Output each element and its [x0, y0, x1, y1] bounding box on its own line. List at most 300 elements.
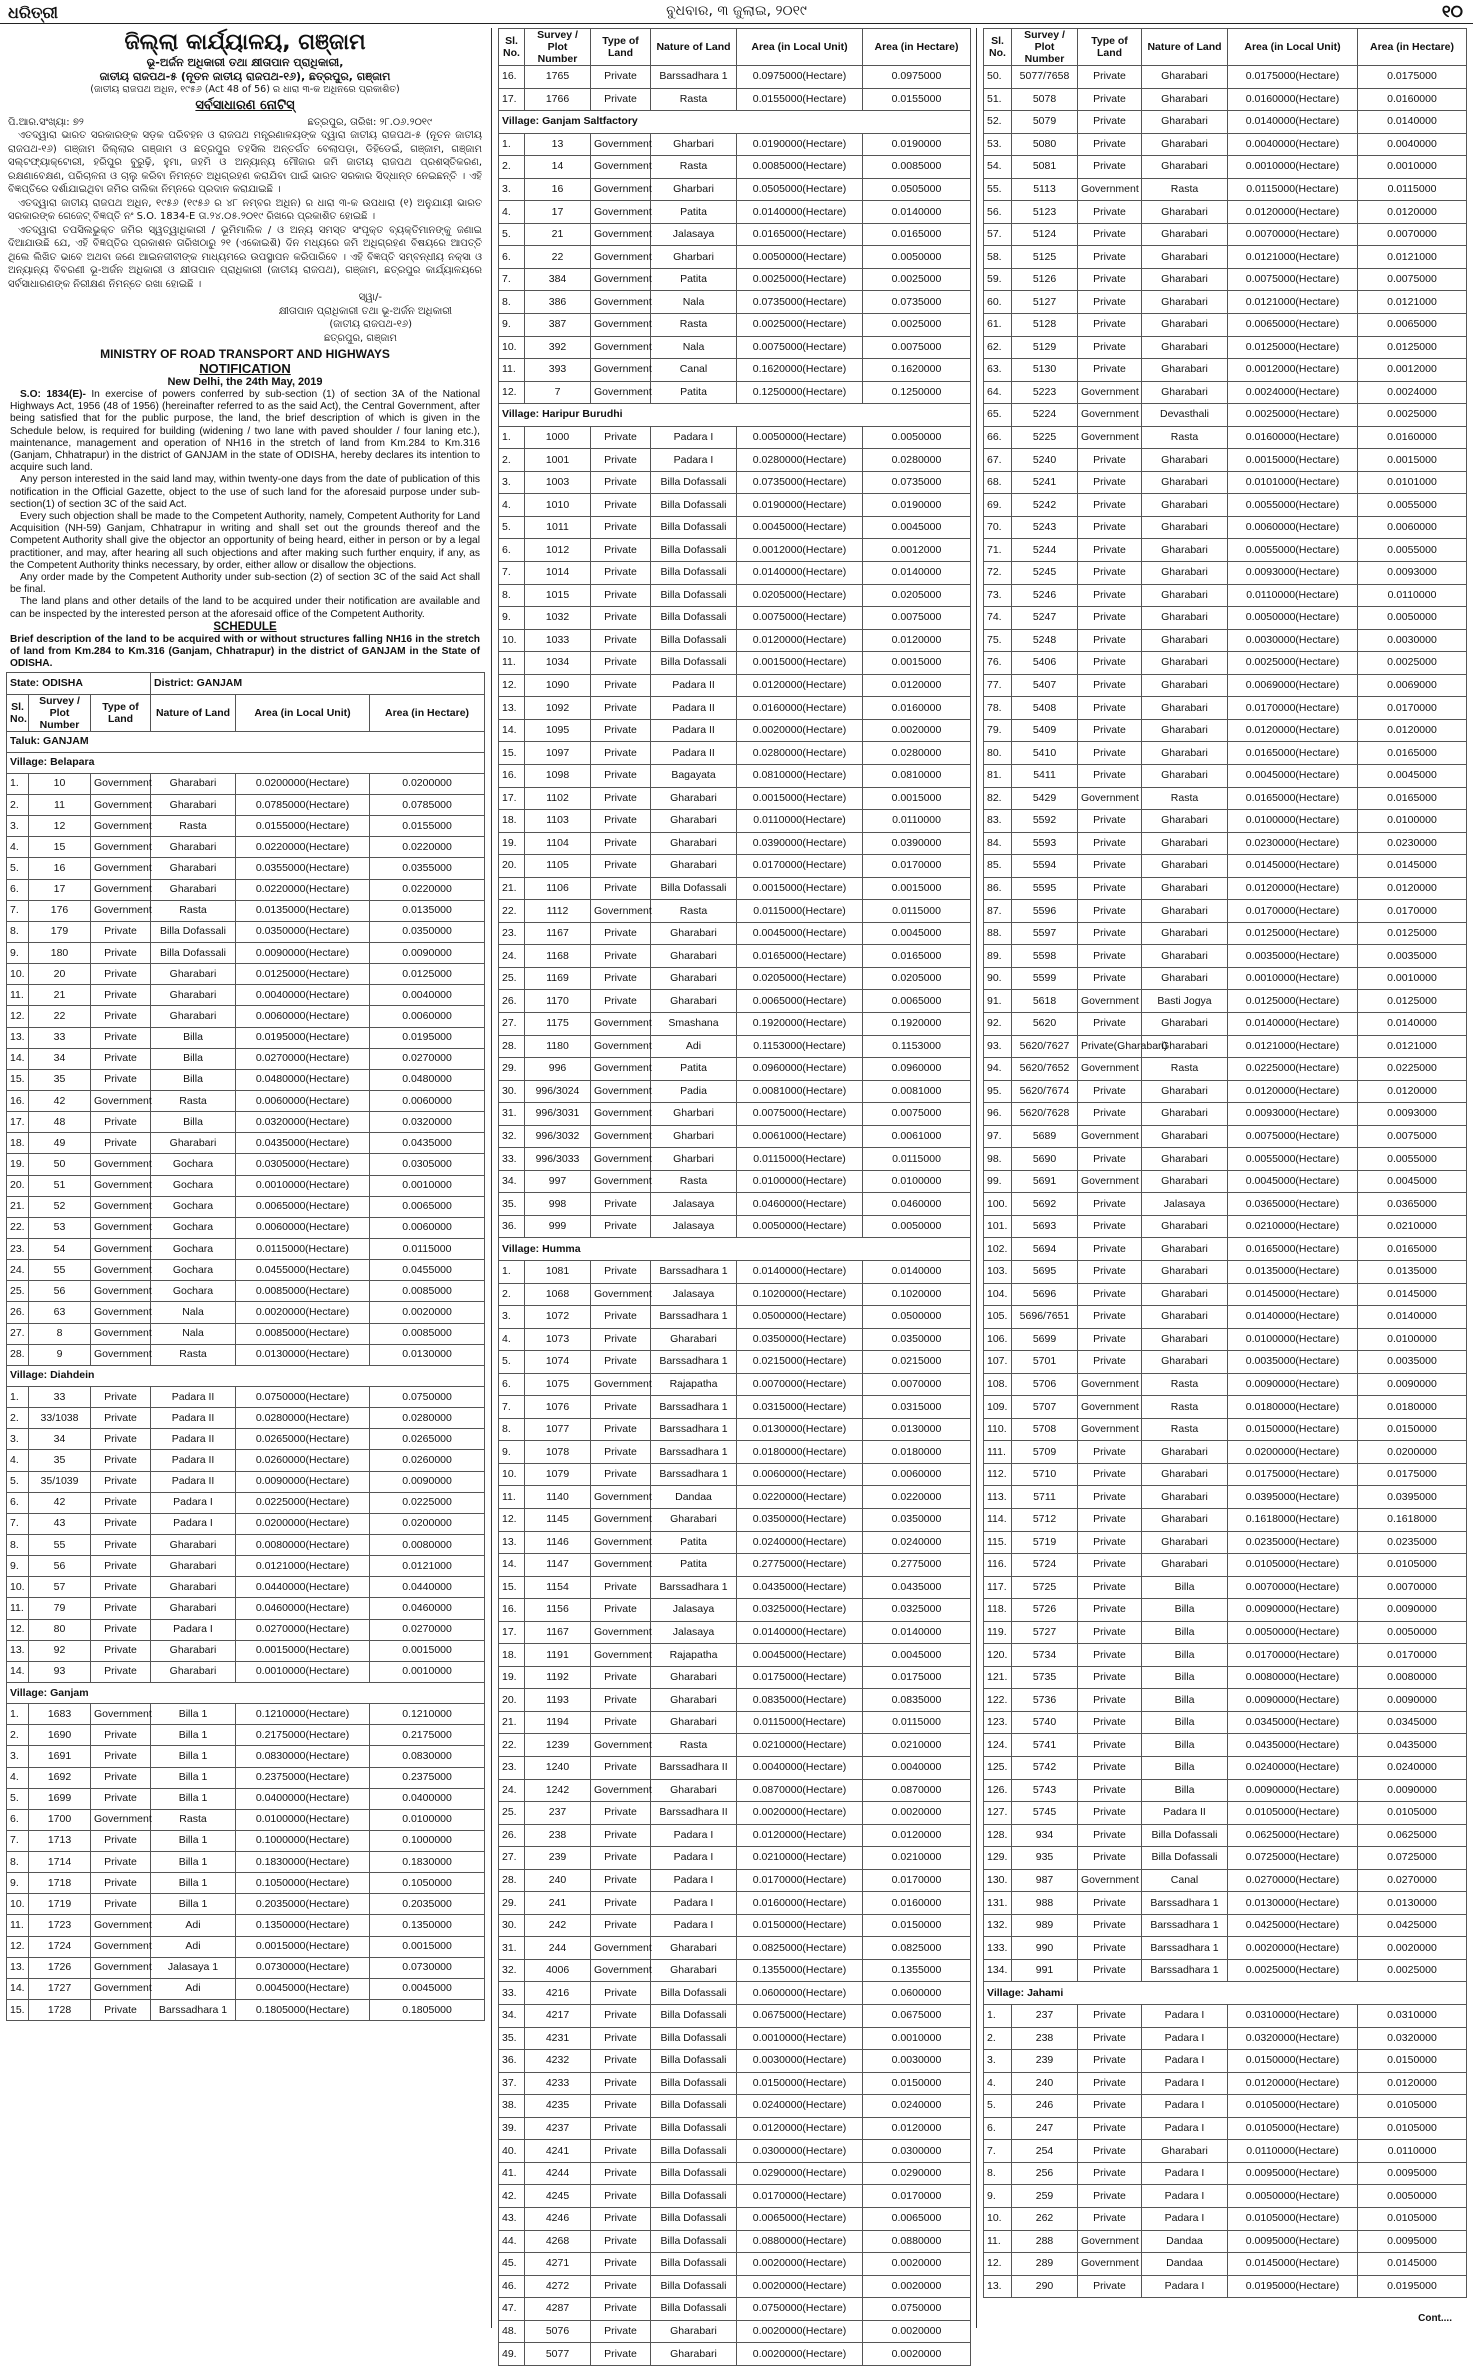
table-row [984, 246, 1467, 269]
notice-refline [8, 116, 482, 130]
serial-cell: 66. [984, 426, 1012, 449]
land-nature-cell: Gochara [151, 1260, 236, 1281]
serial-cell: 116. [984, 1554, 1012, 1577]
land-nature-cell: Gharabari [1142, 268, 1228, 291]
area-local-cell: 0.0070000(Hectare) [1228, 1576, 1358, 1599]
serial-cell: 23. [499, 922, 525, 945]
area-hectare-cell: 0.0280000 [863, 449, 971, 472]
table-row [984, 1306, 1467, 1329]
serial-cell: 6. [499, 246, 525, 269]
area-local-cell: 0.1920000(Hectare) [737, 1012, 863, 1035]
serial-cell: 48. [499, 2320, 525, 2343]
serial-cell: 1. [7, 773, 29, 794]
eng-para-5: The land plans and other details of the land to be acquired under their notification are available and can be inspected by the interested person at the aforesaid office of the Competent Authority. [10, 596, 480, 620]
land-type-cell: Private [591, 810, 651, 833]
land-nature-cell: Gharabari [1142, 855, 1228, 878]
serial-cell: 130. [984, 1869, 1012, 1892]
table-body-3 [984, 66, 1467, 2298]
plot-number-cell: 34 [29, 1048, 91, 1069]
table-row [499, 516, 971, 539]
table-row [984, 2117, 1467, 2140]
serial-cell: 6. [7, 1809, 29, 1830]
serial-cell: 26. [7, 1302, 29, 1323]
land-nature-cell: Padara I [1142, 2275, 1228, 2298]
area-hectare-cell: 0.0175000 [1358, 66, 1467, 89]
serial-cell: 32. [499, 1125, 525, 1148]
plot-number-cell: 13 [525, 133, 591, 156]
area-hectare-cell: 0.0160000 [863, 697, 971, 720]
serial-cell: 6. [7, 1492, 29, 1513]
table-row [984, 336, 1467, 359]
area-hectare-cell: 0.0140000 [863, 1621, 971, 1644]
land-nature-cell: Adi [651, 1035, 737, 1058]
table-row [499, 1802, 971, 1825]
table-row [984, 1666, 1467, 1689]
table-row [499, 1351, 971, 1374]
serial-cell: 87. [984, 900, 1012, 923]
land-type-cell: Government [91, 816, 151, 837]
land-type-cell: Private [1078, 1215, 1142, 1238]
serial-cell: 14. [7, 1978, 29, 1999]
serial-cell: 2. [499, 156, 525, 179]
plot-number-cell: 4232 [525, 2050, 591, 2073]
table-row [499, 246, 971, 269]
table-body-1 [7, 752, 485, 2020]
land-type-cell: Private [1078, 494, 1142, 517]
area-local-cell: 0.0170000(Hectare) [1228, 1644, 1358, 1667]
land-nature-cell: Devasthali [1142, 404, 1228, 427]
table-row [984, 1058, 1467, 1081]
area-hectare-cell: 0.0310000 [1358, 2005, 1467, 2028]
eng-para-1 [10, 389, 480, 474]
table-row [984, 2027, 1467, 2050]
land-nature-cell: Adi [151, 1936, 236, 1957]
land-nature-cell: Jalasaya [651, 1215, 737, 1238]
plot-number-cell: 5696/7651 [1012, 1306, 1078, 1329]
area-local-cell: 0.0125000(Hectare) [236, 964, 370, 985]
area-hectare-cell: 0.0120000 [1358, 201, 1467, 224]
land-nature-cell: Barssadhara 1 [651, 1306, 737, 1329]
area-local-cell: 0.0300000(Hectare) [737, 2140, 863, 2163]
plot-number-cell: 10 [29, 773, 91, 794]
table-row [7, 1386, 485, 1407]
plot-number-cell: 1192 [525, 1666, 591, 1689]
table-row [7, 795, 485, 816]
land-type-cell: Government [91, 879, 151, 900]
land-nature-cell: Barssadhara 1 [651, 1418, 737, 1441]
table-row [984, 1554, 1467, 1577]
serial-cell: 1. [499, 426, 525, 449]
land-type-cell: Private [1078, 1847, 1142, 1870]
serial-cell: 100. [984, 1193, 1012, 1216]
area-local-cell: 0.0280000(Hectare) [236, 1408, 370, 1429]
plot-number-cell: 393 [525, 359, 591, 382]
notice-para-1: ଏତଦ୍ୱାରା ଭାରତ ସରକାରଙ୍କ ସଡ଼କ ପରିବହନ ଓ ରାଜପଥ ମନ୍ତ୍ରଣାଳୟଙ୍କ ଦ୍ୱାରା ଜାତୀୟ ରାଜପଥ-୫ (ନୂତନ ଜାତୀୟ ରାଜପଥ-୧୬) ଗଞ୍ଜାମ ଜିଲ୍ଲାର ଗଞ୍ଜାମ ଓ ଛତ୍ରପୁର ତହସିଲ ଅନ୍ତର୍ଗତ ବେଲାପଡ଼ା, ଡିହିଡେଇଁ, ଗଞ୍ଜାମ, ଗଞ୍ଜାମ ସଲ୍ଟଫ୍ୟାକ୍ଟୋରୀ, ହରିପୁର ବୁରୁଢ଼ି, ହୁମା, ଜହମି ଓ ଅନ୍ୟାନ୍ୟ ମୌଜାର ଜମି ଜାତୀୟ ରାଜପଥ ପ୍ରଶସ୍ତିକରଣ, ରକ୍ଷଣାବେକ୍ଷଣ, ପରିଚାଳନା ଓ ଚାଲୁ କରିବା ନିମନ୍ତେ ଅଧିଗ୍ରହଣ କରାଯିବା ପାଇଁ ଭାରତ ସରକାର ସିଦ୍ଧାନ୍ତ ନେଇଛନ୍ତି । ଏହି ବିଜ୍ଞପ୍ତିରେ ଦର୍ଶାଯାଇଥିବା ଜମିର ତାଲିକା ନିମ୍ନରେ ପ୍ରଦାନ କରାଯାଇଛି । [8, 130, 482, 195]
table-row [499, 629, 971, 652]
table-row [499, 1035, 971, 1058]
area-local-cell: 0.0010000(Hectare) [236, 1661, 370, 1682]
land-type-cell: Private [591, 674, 651, 697]
area-local-cell: 0.0045000(Hectare) [236, 1978, 370, 1999]
area-hectare-cell: 0.0035000 [1358, 1351, 1467, 1374]
plot-number-cell: 998 [525, 1193, 591, 1216]
serial-cell: 104. [984, 1283, 1012, 1306]
land-nature-cell: Billa 1 [151, 1894, 236, 1915]
state-row [7, 673, 485, 694]
plot-number-cell: 8 [29, 1323, 91, 1344]
area-local-cell: 0.0205000(Hectare) [737, 584, 863, 607]
plot-number-cell: 5429 [1012, 787, 1078, 810]
area-local-cell: 0.0110000(Hectare) [1228, 584, 1358, 607]
plot-number-cell: 1075 [525, 1373, 591, 1396]
serial-cell: 52. [984, 111, 1012, 134]
land-type-cell: Private [591, 1463, 651, 1486]
table-row [499, 832, 971, 855]
land-nature-cell: Billa [1142, 1757, 1228, 1780]
plot-number-cell: 996/3032 [525, 1125, 591, 1148]
plot-number-cell: 63 [29, 1302, 91, 1323]
area-hectare-cell: 0.0075000 [863, 607, 971, 630]
table-row [7, 1978, 485, 1999]
table-row [984, 516, 1467, 539]
land-nature-cell: Gharabari [1142, 764, 1228, 787]
plot-number-cell: 9 [29, 1344, 91, 1365]
land-nature-cell: Dandaa [1142, 2230, 1228, 2253]
land-type-cell: Private [1078, 945, 1142, 968]
land-nature-cell: Adi [151, 1978, 236, 1999]
area-hectare-cell: 0.1920000 [863, 1012, 971, 1035]
area-local-cell: 0.0110000(Hectare) [1228, 2140, 1358, 2163]
english-notice [6, 345, 484, 670]
area-local-cell: 0.0390000(Hectare) [737, 832, 863, 855]
area-hectare-cell: 0.0210000 [1358, 1215, 1467, 1238]
area-hectare-cell: 0.0240000 [863, 1531, 971, 1554]
serial-cell: 7. [7, 1830, 29, 1851]
area-hectare-cell: 0.0020000 [863, 2275, 971, 2298]
area-hectare-cell: 0.0065000 [863, 990, 971, 1013]
area-hectare-cell: 0.0130000 [1358, 1892, 1467, 1915]
plot-number-cell: 5693 [1012, 1215, 1078, 1238]
land-type-cell: Government [91, 1936, 151, 1957]
area-local-cell: 0.0810000(Hectare) [737, 764, 863, 787]
plot-number-cell: 5113 [1012, 178, 1078, 201]
plot-number-cell: 5081 [1012, 156, 1078, 179]
area-hectare-cell: 0.0120000 [863, 629, 971, 652]
land-nature-cell: Barssadhara 1 [651, 1441, 737, 1464]
plot-number-cell: 1180 [525, 1035, 591, 1058]
land-nature-cell: Gharbari [651, 1103, 737, 1126]
table-row [984, 1644, 1467, 1667]
serial-cell: 17. [7, 1112, 29, 1133]
table-row [984, 1599, 1467, 1622]
plot-number-cell: 176 [29, 900, 91, 921]
plot-number-cell: 5745 [1012, 1802, 1078, 1825]
table-row [7, 1873, 485, 1894]
serial-cell: 75. [984, 629, 1012, 652]
table-row [499, 268, 971, 291]
area-local-cell: 0.0425000(Hectare) [1228, 1914, 1358, 1937]
serial-cell: 126. [984, 1779, 1012, 1802]
plot-number-cell: 5596 [1012, 900, 1078, 923]
area-local-cell: 0.0101000(Hectare) [1228, 471, 1358, 494]
table-row [984, 584, 1467, 607]
area-hectare-cell: 0.0105000 [1358, 2095, 1467, 2118]
serial-cell: 4. [7, 1450, 29, 1471]
serial-cell: 13. [984, 2275, 1012, 2298]
area-hectare-cell: 0.0075000 [863, 1103, 971, 1126]
land-nature-cell: Billa Dofassali [651, 2185, 737, 2208]
area-local-cell: 0.0230000(Hectare) [1228, 832, 1358, 855]
area-local-cell: 0.0020000(Hectare) [737, 2253, 863, 2276]
serial-cell: 41. [499, 2162, 525, 2185]
area-hectare-cell: 0.0115000 [863, 1711, 971, 1734]
table-row [984, 1959, 1467, 1982]
area-local-cell: 0.0870000(Hectare) [737, 1779, 863, 1802]
area-hectare-cell: 0.0120000 [1358, 1080, 1467, 1103]
table-row [499, 1621, 971, 1644]
serial-cell: 105. [984, 1306, 1012, 1329]
plot-number-cell: 1001 [525, 449, 591, 472]
land-type-cell: Government [91, 1091, 151, 1112]
serial-cell: 6. [499, 1373, 525, 1396]
area-local-cell: 0.0075000(Hectare) [1228, 1125, 1358, 1148]
area-local-cell: 0.0140000(Hectare) [737, 562, 863, 585]
land-type-cell: Private [1078, 1328, 1142, 1351]
area-hectare-cell: 0.0210000 [863, 1734, 971, 1757]
plot-number-cell: 5620/7628 [1012, 1103, 1078, 1126]
plot-number-cell: 997 [525, 1170, 591, 1193]
serial-cell: 70. [984, 516, 1012, 539]
area-local-cell: 0.0075000(Hectare) [737, 607, 863, 630]
serial-cell: 122. [984, 1689, 1012, 1712]
plot-number-cell: 1239 [525, 1734, 591, 1757]
column-header: Nature of Land [1142, 29, 1228, 66]
area-local-cell: 0.0012000(Hectare) [737, 539, 863, 562]
area-hectare-cell: 0.0012000 [863, 539, 971, 562]
land-nature-cell: Patita [651, 201, 737, 224]
land-type-cell: Private [91, 1133, 151, 1154]
plot-number-cell: 1683 [29, 1704, 91, 1725]
area-local-cell: 0.0115000(Hectare) [1228, 178, 1358, 201]
area-hectare-cell: 0.0290000 [863, 2162, 971, 2185]
land-nature-cell: Gharabari [1142, 832, 1228, 855]
serial-cell: 20. [499, 1689, 525, 1712]
table-row [499, 1306, 971, 1329]
serial-cell: 121. [984, 1666, 1012, 1689]
table-row [984, 900, 1467, 923]
table-row [499, 1125, 971, 1148]
plot-number-cell: 1724 [29, 1936, 91, 1957]
table-row [984, 88, 1467, 111]
serial-cell: 5. [499, 1351, 525, 1374]
table-row [984, 1463, 1467, 1486]
village-heading: Village: Haripur Burudhi [499, 404, 971, 427]
land-type-cell: Private [1078, 1283, 1142, 1306]
land-nature-cell: Gharabari [1142, 1170, 1228, 1193]
area-local-cell: 0.1000000(Hectare) [236, 1830, 370, 1851]
land-type-cell: Private [1078, 1914, 1142, 1937]
table-row [984, 562, 1467, 585]
land-type-cell: Private [91, 921, 151, 942]
plot-number-cell: 1700 [29, 1809, 91, 1830]
serial-cell: 11. [984, 2230, 1012, 2253]
land-type-cell: Private [1078, 314, 1142, 337]
land-nature-cell: Gharabari [151, 1556, 236, 1577]
land-type-cell: Private [591, 2095, 651, 2118]
plot-number-cell: 179 [29, 921, 91, 942]
table-row [984, 404, 1467, 427]
serial-cell: 7. [7, 900, 29, 921]
table-row [499, 1215, 971, 1238]
table-row [984, 2207, 1467, 2230]
serial-cell: 31. [499, 1103, 525, 1126]
area-hectare-cell: 0.0020000 [863, 2343, 971, 2366]
land-type-cell: Private [591, 787, 651, 810]
area-hectare-cell: 0.0020000 [863, 1802, 971, 1825]
land-type-cell: Government [591, 1058, 651, 1081]
area-hectare-cell: 0.0010000 [1358, 156, 1467, 179]
serial-cell: 55. [984, 178, 1012, 201]
serial-cell: 5. [7, 1471, 29, 1492]
area-hectare-cell: 0.0735000 [863, 291, 971, 314]
area-local-cell: 0.1250000(Hectare) [737, 381, 863, 404]
area-hectare-cell: 0.0165000 [863, 223, 971, 246]
plot-number-cell: 33/1038 [29, 1408, 91, 1429]
land-nature-cell: Gharabari [1142, 1260, 1228, 1283]
table-row [499, 1644, 971, 1667]
area-hectare-cell: 0.0093000 [1358, 1103, 1467, 1126]
table-row [7, 1746, 485, 1767]
land-nature-cell: Dandaa [651, 1486, 737, 1509]
plot-number-cell: 1691 [29, 1746, 91, 1767]
serial-cell: 3. [7, 1429, 29, 1450]
area-local-cell: 0.1620000(Hectare) [737, 359, 863, 382]
land-type-cell: Private [91, 1556, 151, 1577]
area-local-cell: 0.0150000(Hectare) [1228, 2050, 1358, 2073]
area-local-cell: 0.0035000(Hectare) [1228, 1351, 1358, 1374]
table-row [984, 1215, 1467, 1238]
land-type-cell: Private [591, 2320, 651, 2343]
table-row [499, 674, 971, 697]
table-row [7, 900, 485, 921]
plot-number-cell: 5620/7674 [1012, 1080, 1078, 1103]
plot-number-cell: 33 [29, 1027, 91, 1048]
land-type-cell: Private [1078, 1463, 1142, 1486]
land-nature-cell: Dandaa [1142, 2253, 1228, 2276]
area-local-cell: 0.0055000(Hectare) [1228, 1148, 1358, 1171]
table-row [499, 2343, 971, 2366]
area-local-cell: 0.0205000(Hectare) [737, 967, 863, 990]
table-row [499, 990, 971, 1013]
land-type-cell: Private [591, 764, 651, 787]
land-type-cell: Private [1078, 1576, 1142, 1599]
plot-number-cell: 55 [29, 1534, 91, 1555]
land-type-cell: Private [1078, 1734, 1142, 1757]
land-type-cell: Government [591, 381, 651, 404]
serial-cell: 106. [984, 1328, 1012, 1351]
land-type-cell: Private [1078, 1148, 1142, 1171]
area-hectare-cell: 0.0265000 [370, 1429, 485, 1450]
table-row [984, 1779, 1467, 1802]
area-hectare-cell: 0.0835000 [863, 1689, 971, 1712]
table-row [7, 1027, 485, 1048]
area-hectare-cell: 0.0105000 [1358, 1554, 1467, 1577]
land-type-cell: Private [591, 855, 651, 878]
plot-number-cell: 1072 [525, 1306, 591, 1329]
plot-number-cell: 5078 [1012, 88, 1078, 111]
serial-cell: 65. [984, 404, 1012, 427]
area-local-cell: 0.0735000(Hectare) [737, 291, 863, 314]
land-nature-cell: Gharabari [151, 795, 236, 816]
plot-number-cell: 4246 [525, 2207, 591, 2230]
table-row [499, 1757, 971, 1780]
land-type-cell: Private [91, 1767, 151, 1788]
land-nature-cell: Gharbari [651, 1148, 737, 1171]
area-local-cell: 0.0160000(Hectare) [1228, 88, 1358, 111]
table-row [499, 652, 971, 675]
area-hectare-cell: 0.0093000 [1358, 562, 1467, 585]
area-hectare-cell: 0.0345000 [1358, 1711, 1467, 1734]
plot-number-cell: 5719 [1012, 1531, 1078, 1554]
plot-number-cell: 1242 [525, 1779, 591, 1802]
serial-cell: 123. [984, 1711, 1012, 1734]
column-header: Survey / Plot Number [29, 694, 91, 731]
serial-cell: 35. [499, 2027, 525, 2050]
land-type-cell: Private [591, 1892, 651, 1915]
area-hectare-cell: 0.0460000 [370, 1598, 485, 1619]
area-local-cell: 0.0350000(Hectare) [737, 1328, 863, 1351]
plot-number-cell: 4245 [525, 2185, 591, 2208]
area-hectare-cell: 0.0425000 [1358, 1914, 1467, 1937]
plot-number-cell: 5724 [1012, 1554, 1078, 1577]
area-hectare-cell: 0.0150000 [1358, 2050, 1467, 2073]
area-local-cell: 0.0180000(Hectare) [1228, 1396, 1358, 1419]
land-nature-cell: Patita [651, 268, 737, 291]
serial-cell: 114. [984, 1509, 1012, 1532]
serial-cell: 27. [499, 1847, 525, 1870]
land-type-cell: Private [1078, 471, 1142, 494]
land-type-cell: Private [591, 539, 651, 562]
village-row [499, 111, 971, 134]
land-type-cell: Private [91, 1513, 151, 1534]
plot-number-cell: 934 [1012, 1824, 1078, 1847]
serial-cell: 2. [499, 1283, 525, 1306]
land-type-cell: Private [591, 471, 651, 494]
area-hectare-cell: 0.1000000 [370, 1830, 485, 1851]
eng-para-1-text: In exercise of powers conferred by sub-section (1) of section 3A of the National Highways Act, 1956 (48 of 1956) (hereinafter referred to as the said Act), the Central Government, after being satisfied that for the public purpose, the land, the brief description of which is given in the Schedule below, is required for building (widening / two lane with paved shoulder / four laning etc.), maintenance, management and operation of NH16 in the stretch of land from Km.284 to Km.316 (Ganjam, Chhatrapur) in the district of GANJAM in the state of ODISHA, hereby declares its intention to acquire such land. [10, 389, 480, 474]
land-nature-cell: Gharabari [151, 1006, 236, 1027]
area-local-cell: 0.0155000(Hectare) [737, 88, 863, 111]
table-row [984, 2072, 1467, 2095]
area-hectare-cell: 0.0130000 [370, 1344, 485, 1365]
serial-cell: 2. [984, 2027, 1012, 2050]
area-hectare-cell: 0.0260000 [370, 1450, 485, 1471]
table-row [499, 2275, 971, 2298]
land-type-cell: Government [591, 1554, 651, 1577]
land-type-cell: Private [1078, 2207, 1142, 2230]
plot-number-cell: 989 [1012, 1914, 1078, 1937]
area-local-cell: 0.0060000(Hectare) [236, 1006, 370, 1027]
land-type-cell: Private [1078, 201, 1142, 224]
table-row [7, 1408, 485, 1429]
land-type-cell: Government [91, 837, 151, 858]
land-type-cell: Private [591, 88, 651, 111]
area-hectare-cell: 0.0320000 [370, 1112, 485, 1133]
area-hectare-cell: 0.0170000 [863, 855, 971, 878]
area-hectare-cell: 0.0060000 [863, 1463, 971, 1486]
serial-cell: 24. [499, 945, 525, 968]
serial-cell: 17. [499, 787, 525, 810]
